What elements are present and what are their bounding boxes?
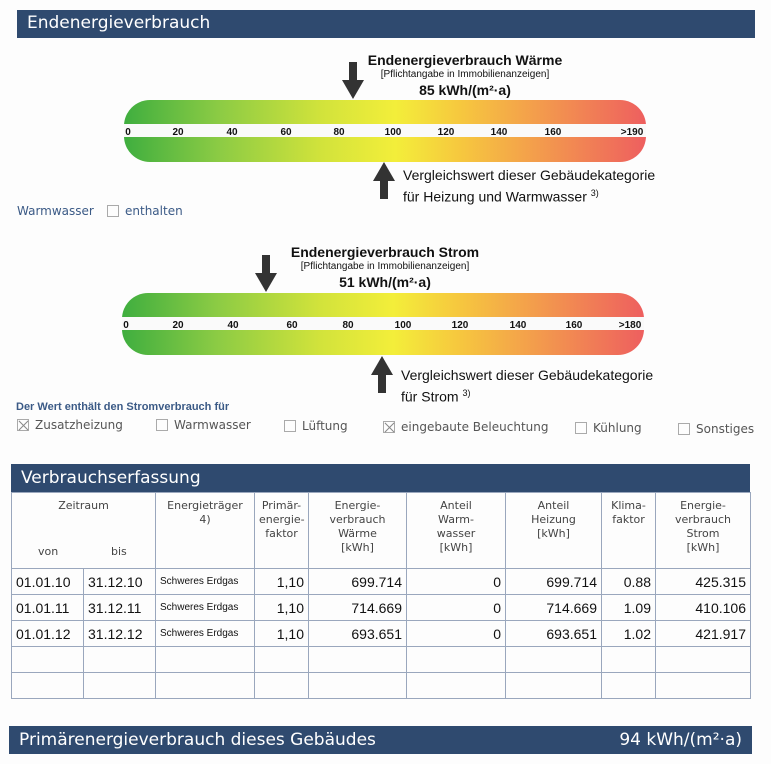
cell-von — [12, 647, 84, 673]
compare-line2: für Heizung und Warmwasser — [403, 188, 587, 205]
cell-von: 01.01.10 — [12, 569, 84, 595]
primaerenergie-value: 94 kWh/(m²·a) — [619, 730, 742, 750]
header-zeitraum-label: Zeitraum — [58, 499, 109, 512]
option-label: Kühlung — [593, 421, 642, 435]
checkbox-box[interactable] — [383, 421, 395, 433]
cell-warmwasser: 0 — [407, 569, 506, 595]
header-primaerfaktor: Primär- energie- faktor — [255, 493, 309, 569]
cell-klima: 1.09 — [602, 595, 656, 621]
header-warmwasser: Anteil Warm- wasser [kWh] — [407, 493, 506, 569]
strom-compare-text — [401, 366, 653, 406]
table-row — [12, 647, 751, 673]
strom-value: 51 kWh/(m²·a) — [339, 274, 431, 290]
option-label: eingebaute Beleuchtung — [401, 420, 549, 434]
tick-label: 160 — [544, 127, 562, 138]
cell-strom — [656, 647, 751, 673]
option-lueftung[interactable] — [284, 419, 348, 433]
option-zusatzheizung[interactable] — [17, 418, 123, 432]
cell-traeger — [156, 673, 255, 699]
section-title: Verbrauchserfassung — [21, 468, 201, 488]
checkbox-box[interactable] — [17, 419, 29, 431]
strom-note: [Pflichtangabe in Immobilienanzeigen] — [300, 261, 470, 272]
cell-traeger: Schweres Erdgas — [156, 621, 255, 647]
cell-heizung — [506, 673, 602, 699]
compare-line1: Vergleichswert dieser Gebäudekategorie — [403, 167, 656, 183]
table-row — [12, 673, 751, 699]
cell-traeger: Schweres Erdgas — [156, 569, 255, 595]
checkbox-box[interactable] — [284, 420, 296, 432]
tick-label: 40 — [227, 320, 239, 331]
footnote: 3) — [462, 388, 471, 398]
checkbox-box[interactable] — [575, 422, 587, 434]
cell-bis: 31.12.10 — [84, 569, 156, 595]
cell-klima — [602, 647, 656, 673]
header-von: von — [38, 545, 59, 558]
cell-traeger: Schweres Erdgas — [156, 595, 255, 621]
header-zeitraum — [12, 493, 156, 569]
tick-label: 80 — [333, 127, 345, 138]
cell-strom — [656, 673, 751, 699]
cell-faktor: 1,10 — [255, 595, 309, 621]
tick-label: 60 — [280, 127, 292, 138]
section-header-endenergie — [17, 10, 755, 38]
cell-waerme: 714.669 — [309, 595, 407, 621]
section-title: Primärenergieverbrauch dieses Gebäudes — [19, 730, 376, 750]
option-warmwasser[interactable] — [156, 418, 251, 432]
tick-label: 120 — [451, 320, 469, 331]
checkbox-box[interactable] — [107, 205, 119, 217]
checkbox-box[interactable] — [156, 419, 168, 431]
tick-label: >190 — [620, 127, 644, 138]
option-beleuchtung[interactable] — [383, 420, 548, 434]
tick-label: 140 — [509, 320, 527, 331]
waerme-value: 85 kWh/(m²·a) — [419, 82, 511, 98]
cell-waerme: 699.714 — [309, 569, 407, 595]
tick-label: 100 — [384, 127, 402, 138]
cell-strom: 410.106 — [656, 595, 751, 621]
strom-title: Endenergieverbrauch Strom — [290, 244, 480, 260]
checkbox-box[interactable] — [678, 423, 690, 435]
cell-faktor — [255, 673, 309, 699]
cell-traeger — [156, 647, 255, 673]
warmwasser-label: Warmwasser — [17, 204, 94, 218]
tick-label: 20 — [172, 127, 184, 138]
cell-heizung: 693.651 — [506, 621, 602, 647]
strom-compare-arrow-icon — [371, 356, 393, 394]
waerme-compare-text — [403, 166, 655, 206]
strom-value-arrow-icon — [255, 255, 277, 293]
tick-label: 100 — [394, 320, 412, 331]
cell-bis — [84, 673, 156, 699]
cell-waerme — [309, 673, 407, 699]
section-header-verbrauchserfassung — [11, 464, 750, 492]
cell-heizung: 714.669 — [506, 595, 602, 621]
header-waerme: Energie- verbrauch Wärme [kWh] — [309, 493, 407, 569]
cell-von — [12, 673, 84, 699]
tick-label: 0 — [125, 127, 131, 138]
compare-line2-wrap — [401, 384, 653, 406]
header-strom: Energie- verbrauch Strom [kWh] — [656, 493, 751, 569]
table-header-row — [12, 493, 751, 569]
cell-warmwasser: 0 — [407, 595, 506, 621]
cell-bis: 31.12.11 — [84, 595, 156, 621]
cell-klima — [602, 673, 656, 699]
tick-label: 60 — [286, 320, 298, 331]
cell-von: 01.01.12 — [12, 621, 84, 647]
section-title: Endenergieverbrauch — [27, 13, 211, 33]
cell-von: 01.01.11 — [12, 595, 84, 621]
option-sonstiges[interactable] — [678, 422, 754, 436]
option-label: Zusatzheizung — [35, 418, 123, 432]
enthalten-checkbox[interactable] — [107, 204, 183, 218]
cell-klima: 1.02 — [602, 621, 656, 647]
cell-strom: 421.917 — [656, 621, 751, 647]
header-heizung: Anteil Heizung [kWh] — [506, 493, 602, 569]
option-label: Sonstiges — [696, 422, 755, 436]
option-label: Lüftung — [302, 419, 348, 433]
cell-warmwasser — [407, 673, 506, 699]
cell-klima: 0.88 — [602, 569, 656, 595]
waerme-title: Endenergieverbrauch Wärme — [367, 52, 563, 68]
header-bis: bis — [111, 545, 127, 558]
table-row — [12, 569, 751, 595]
table-row — [12, 621, 751, 647]
cell-heizung — [506, 647, 602, 673]
table-row — [12, 595, 751, 621]
cell-strom: 425.315 — [656, 569, 751, 595]
tick-label: 80 — [342, 320, 354, 331]
cell-waerme — [309, 647, 407, 673]
section-header-primaerenergie — [9, 726, 752, 754]
compare-line2: für Strom — [401, 388, 459, 405]
consumption-table — [11, 492, 751, 699]
cell-bis: 31.12.12 — [84, 621, 156, 647]
tick-label: 20 — [172, 320, 184, 331]
waerme-compare-arrow-icon — [373, 162, 395, 200]
tick-label: 40 — [226, 127, 238, 138]
cell-faktor: 1,10 — [255, 621, 309, 647]
option-label: Warmwasser — [174, 418, 251, 432]
enthalten-label: enthalten — [125, 204, 183, 218]
tick-label: 0 — [123, 320, 129, 331]
tick-label: 160 — [565, 320, 583, 331]
cell-waerme: 693.651 — [309, 621, 407, 647]
option-kuehlung[interactable] — [575, 421, 642, 435]
stromverbrauch-label: Der Wert enthält den Stromverbrauch für — [16, 401, 230, 413]
cell-faktor — [255, 647, 309, 673]
header-energietraeger: Energieträger 4) — [156, 493, 255, 569]
tick-label: 120 — [437, 127, 455, 138]
footnote: 3) — [590, 188, 599, 198]
cell-heizung: 699.714 — [506, 569, 602, 595]
compare-line2-wrap — [403, 184, 655, 206]
cell-warmwasser: 0 — [407, 621, 506, 647]
cell-warmwasser — [407, 647, 506, 673]
cell-faktor: 1,10 — [255, 569, 309, 595]
tick-label: >180 — [618, 320, 642, 331]
tick-label: 140 — [490, 127, 508, 138]
header-klimafaktor: Klima- faktor — [602, 493, 656, 569]
waerme-value-arrow-icon — [342, 62, 364, 100]
compare-line1: Vergleichswert dieser Gebäudekategorie — [401, 367, 654, 383]
waerme-note: [Pflichtangabe in Immobilienanzeigen] — [380, 69, 550, 80]
cell-bis — [84, 647, 156, 673]
